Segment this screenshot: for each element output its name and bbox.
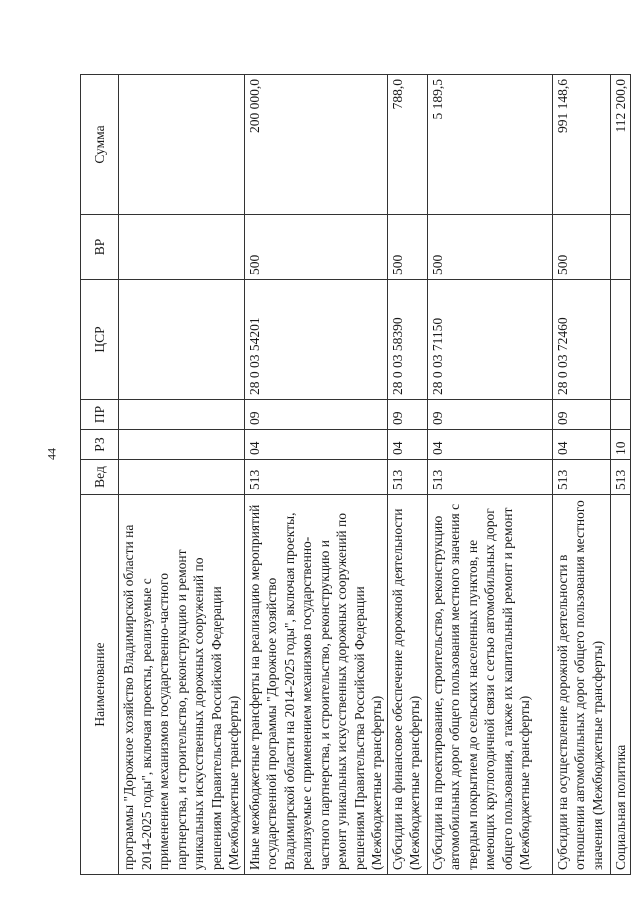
page-number: 44 [44, 448, 59, 460]
cell-name: программы "Дорожное хозяйство Владимирской области на 2014-2025 годы", включая проекты, реализуемые с применением механизмов государственно-частного партнерства, и строительство, реконструкцию и ремонт уникальных искусственных дорожных сооружений по решениям Правительства Российской Федерации (Межбюджетные трансферты) [119, 495, 245, 875]
cell-ved: 513 [552, 460, 610, 495]
cell-name: Субсидии на проектирование, строительство, реконструкцию автомобильных дорог общего пользования местного значения с твердым покрытием до сельских населенных пунктов, не имеющих круглогодичной связи с сетью автомобильных дорог общего пользования, а также их капитальный ремонт и ремонт (Межбюджетные трансферты) [427, 495, 552, 875]
header-ved: Вед [81, 460, 119, 495]
cell-pr: 09 [387, 400, 427, 430]
header-csr: ЦСР [81, 280, 119, 400]
header-sum: Сумма [81, 75, 119, 215]
cell-csr: 28 0 03 71150 [427, 280, 552, 400]
cell-sum [119, 75, 245, 215]
cell-csr [119, 280, 245, 400]
cell-ved: 513 [387, 460, 427, 495]
cell-pr: 09 [552, 400, 610, 430]
table-row [610, 75, 631, 875]
header-vr: ВР [81, 215, 119, 280]
cell-sum: 991 148,6 [552, 75, 610, 215]
cell-rz: 04 [244, 430, 387, 460]
rotated-budget-table [80, 75, 628, 875]
cell-ved [119, 460, 245, 495]
cell-vr: 500 [427, 215, 552, 280]
cell-rz: 10 [610, 430, 631, 460]
table-row [552, 75, 610, 875]
cell-ved: 513 [610, 460, 631, 495]
cell-sum: 112 200,0 [610, 75, 631, 215]
cell-csr [610, 280, 631, 400]
cell-sum: 788,0 [387, 75, 427, 215]
cell-vr: 500 [552, 215, 610, 280]
cell-sum: 200 000,0 [244, 75, 387, 215]
cell-name: Субсидии на финансовое обеспечение дорожной деятельности (Межбюджетные трансферты) [387, 495, 427, 875]
header-rz: РЗ [81, 430, 119, 460]
cell-ved: 513 [427, 460, 552, 495]
cell-pr: 09 [244, 400, 387, 430]
table-row [244, 75, 387, 875]
cell-pr: 09 [427, 400, 552, 430]
cell-rz [119, 430, 245, 460]
cell-name: Социальная политика [610, 495, 631, 875]
cell-vr: 500 [387, 215, 427, 280]
budget-table [80, 74, 631, 875]
cell-pr [119, 400, 245, 430]
cell-csr: 28 0 03 72460 [552, 280, 610, 400]
header-pr: ПР [81, 400, 119, 430]
cell-vr: 500 [244, 215, 387, 280]
cell-sum: 5 189,5 [427, 75, 552, 215]
cell-rz: 04 [427, 430, 552, 460]
table-row [387, 75, 427, 875]
cell-ved: 513 [244, 460, 387, 495]
cell-rz: 04 [387, 430, 427, 460]
header-row [81, 75, 119, 875]
cell-csr: 28 0 03 58390 [387, 280, 427, 400]
header-name: Наименование [81, 495, 119, 875]
table-row [119, 75, 245, 875]
table-row [427, 75, 552, 875]
cell-vr [119, 215, 245, 280]
cell-name: Субсидии на осуществление дорожной деятельности в отношении автомобильных дорог общего пользования местного значения (Межбюджетные трансферты) [552, 495, 610, 875]
cell-csr: 28 0 03 54201 [244, 280, 387, 400]
cell-name: Иные межбюджетные трансферты на реализацию мероприятий государственной программы "Дорожное хозяйство Владимирской области на 2014-2025 годы", включая проекты, реализуемые с применением механизмов государственно-частного партнерства, и строительство, реконструкцию и ремонт уникальных искусственных дорожных сооружений по решениям Правительства Российской Федерации (Межбюджетные трансферты) [244, 495, 387, 875]
cell-pr [610, 400, 631, 430]
cell-rz: 04 [552, 430, 610, 460]
cell-vr [610, 215, 631, 280]
